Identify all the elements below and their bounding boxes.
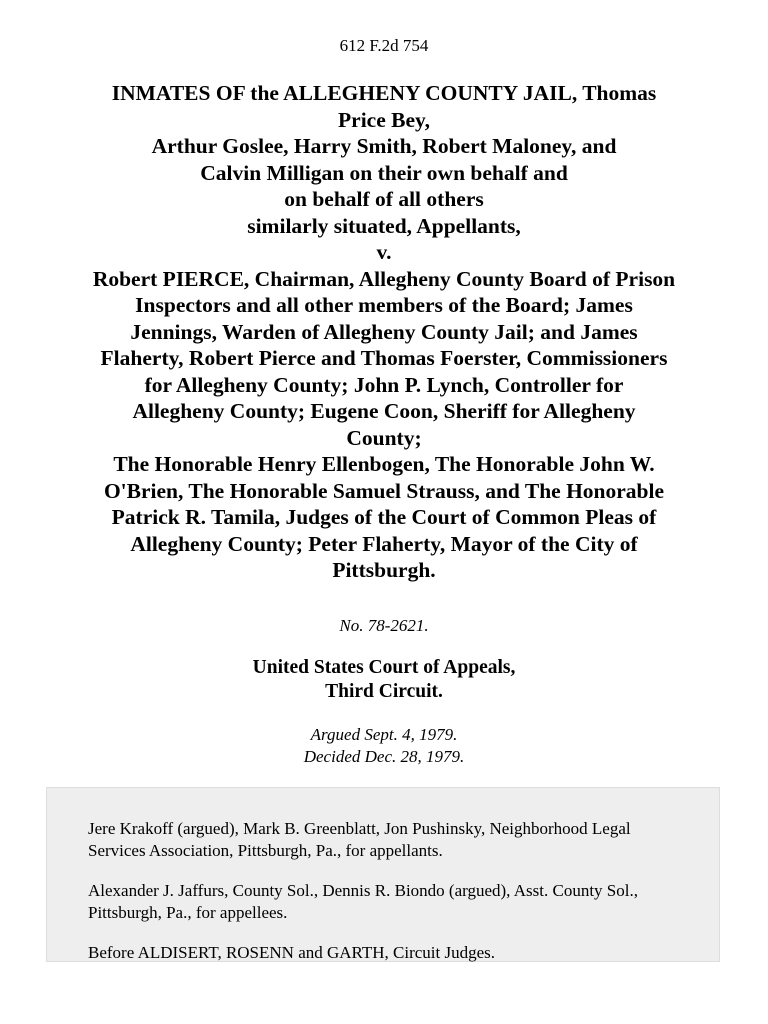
caption-line: Price Bey, — [338, 107, 430, 132]
decided-date: Decided Dec. 28, 1979. — [303, 747, 465, 766]
caption-line: Inspectors and all other members of the Board; James — [135, 293, 633, 317]
case-dates — [0, 724, 768, 768]
counsel-appellants: Jere Krakoff (argued), Mark B. Greenblatt, Jon Pushinsky, Neighborhood Legal Services Association, Pittsburgh, Pa., for appellants. — [88, 819, 631, 860]
court-circuit-line: Third Circuit. — [325, 681, 443, 702]
caption-line: Allegheny County; Eugene Coon, Sheriff for Allegheny — [132, 399, 636, 423]
caption-line: for Allegheny County; John P. Lynch, Controller for — [144, 372, 624, 397]
caption-line: Robert PIERCE, Chairman, Allegheny County Board of Prison — [92, 266, 676, 291]
caption-line: The Honorable Henry Ellenbogen, The Honorable John W. — [113, 452, 655, 476]
caption-versus: v. — [376, 240, 392, 264]
case-caption — [30, 80, 738, 584]
court-name — [0, 656, 768, 704]
counsel-appellees: Alexander J. Jaffurs, County Sol., Dennis R. Biondo (argued), Asst. County Sol., Pittsburgh, Pa., for appellees. — [88, 881, 638, 922]
caption-line: O'Brien, The Honorable Samuel Strauss, and The Honorable — [103, 478, 665, 503]
caption-line: Jennings, Warden of Allegheny County Jail; and James — [130, 319, 638, 344]
court-name-line: United States Court of Appeals, — [252, 657, 516, 678]
caption-line: Allegheny County; Peter Flaherty, Mayor of the City of — [130, 531, 638, 556]
caption-line: Pittsburgh. — [332, 558, 436, 582]
caption-line: INMATES OF the ALLEGHENY COUNTY JAIL, Thomas — [111, 81, 657, 105]
case-citation: 612 F.2d 754 — [339, 36, 429, 55]
caption-line: Flaherty, Robert Pierce and Thomas Foerster, Commissioners — [100, 346, 668, 370]
caption-line: Calvin Milligan on their own behalf and — [200, 160, 568, 185]
caption-line: similarly situated, Appellants, — [247, 213, 521, 238]
docket-number: No. 78-2621. — [339, 616, 429, 635]
caption-line: Arthur Goslee, Harry Smith, Robert Maloney, and — [151, 134, 617, 158]
caption-line: on behalf of all others — [284, 187, 484, 211]
counsel-panel — [46, 787, 720, 962]
caption-line: County; — [346, 425, 422, 450]
judges-panel: Before ALDISERT, ROSENN and GARTH, Circuit Judges. — [88, 943, 496, 962]
caption-line: Patrick R. Tamila, Judges of the Court of Common Pleas of — [111, 505, 657, 529]
argued-date: Argued Sept. 4, 1979. — [310, 725, 458, 744]
